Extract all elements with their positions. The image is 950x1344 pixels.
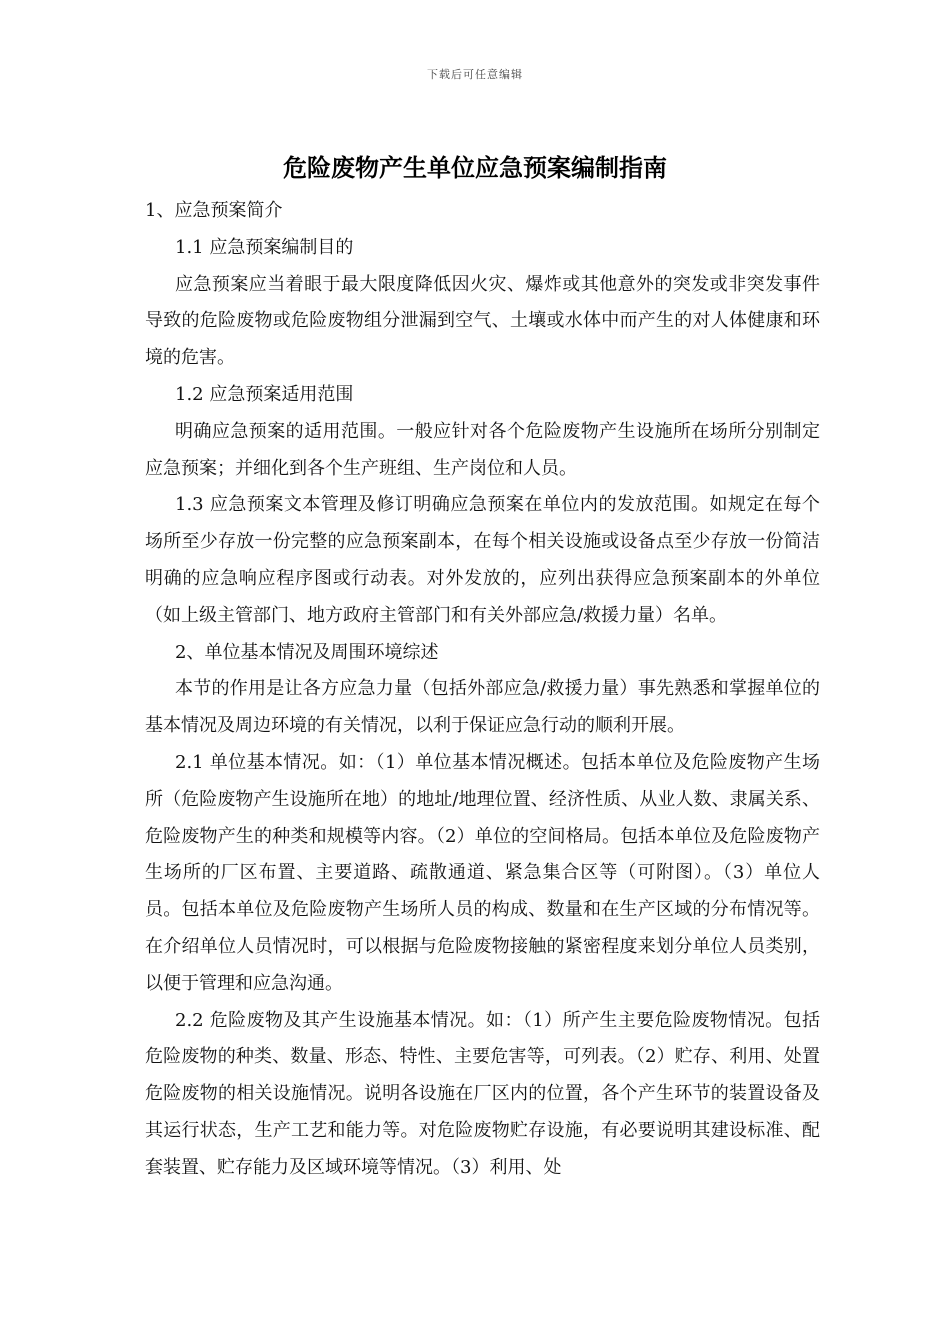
document-paragraph: 2.2 危险废物及其产生设施基本情况。如：（1）所产生主要危险废物情况。包括危险废物的种类、数量、形态、特性、主要危害等，可列表。（2）贮存、利用、处置危险废物的相关设施情况。说明各设施在厂区内的位置，各个产生环节的装置设备及其运行状态，生产工艺和能力等。对危险废物贮存设施，有必要说明其建设标准、配套装置、贮存能力及区域环境等情况。（3）利用、处: [145, 1009, 820, 1178]
document-paragraph: 本节的作用是让各方应急力量（包括外部应急/救援力量）事先熟悉和掌握单位的基本情况及周边环境的有关情况，以利于保证应急行动的顺利开展。: [145, 678, 820, 737]
running-header: 下载后可任意编辑: [427, 68, 523, 81]
document-paragraph: 1.1 应急预案编制目的: [175, 236, 354, 258]
document-paragraph: 1、应急预案简介: [145, 200, 283, 221]
document-paragraph: 2.1 单位基本情况。如：（1）单位基本情况概述。包括本单位及危险废物产生场所（危险废物产生设施所在地）的地址/地理位置、经济性质、从业人数、隶属关系、危险废物产生的种类和规模等内容。（2）单位的空间格局。包括本单位及危险废物产生场所的厂区布置、主要道路、疏散通道、紧急集合区等（可附图）。（3）单位人员。包括本单位及危险废物产生场所人员的构成、数量和在生产区域的分布情况等。在介绍单位人员情况时，可以根据与危险废物接触的紧密程度来划分单位人员类别，以便于管理和应急沟通。: [145, 751, 820, 994]
document-paragraph: 明确应急预案的适用范围。一般应针对各个危险废物产生设施所在场所分别制定应急预案；并细化到各个生产班组、生产岗位和人员。: [145, 420, 820, 479]
document-title: 危险废物产生单位应急预案编制指南: [283, 154, 667, 182]
document-paragraph: 1.3 应急预案文本管理及修订明确应急预案在单位内的发放范围。如规定在每个场所至少存放一份完整的应急预案副本，在每个相关设施或设备点至少存放一份简洁明确的应急响应程序图或行动表。对外发放的，应列出获得应急预案副本的外单位（如上级主管部门、地方政府主管部门和有关外部应急/救援力量）名单。: [145, 494, 820, 626]
document-paragraph: 1.2 应急预案适用范围: [175, 383, 354, 405]
document-paragraph: 应急预案应当着眼于最大限度降低因火灾、爆炸或其他意外的突发或非突发事件导致的危险废物或危险废物组分泄漏到空气、土壤或水体中而产生的对人体健康和环境的危害。: [145, 273, 820, 369]
document-paragraph: 2、单位基本情况及周围环境综述: [175, 641, 439, 663]
document-body: [145, 193, 820, 1187]
